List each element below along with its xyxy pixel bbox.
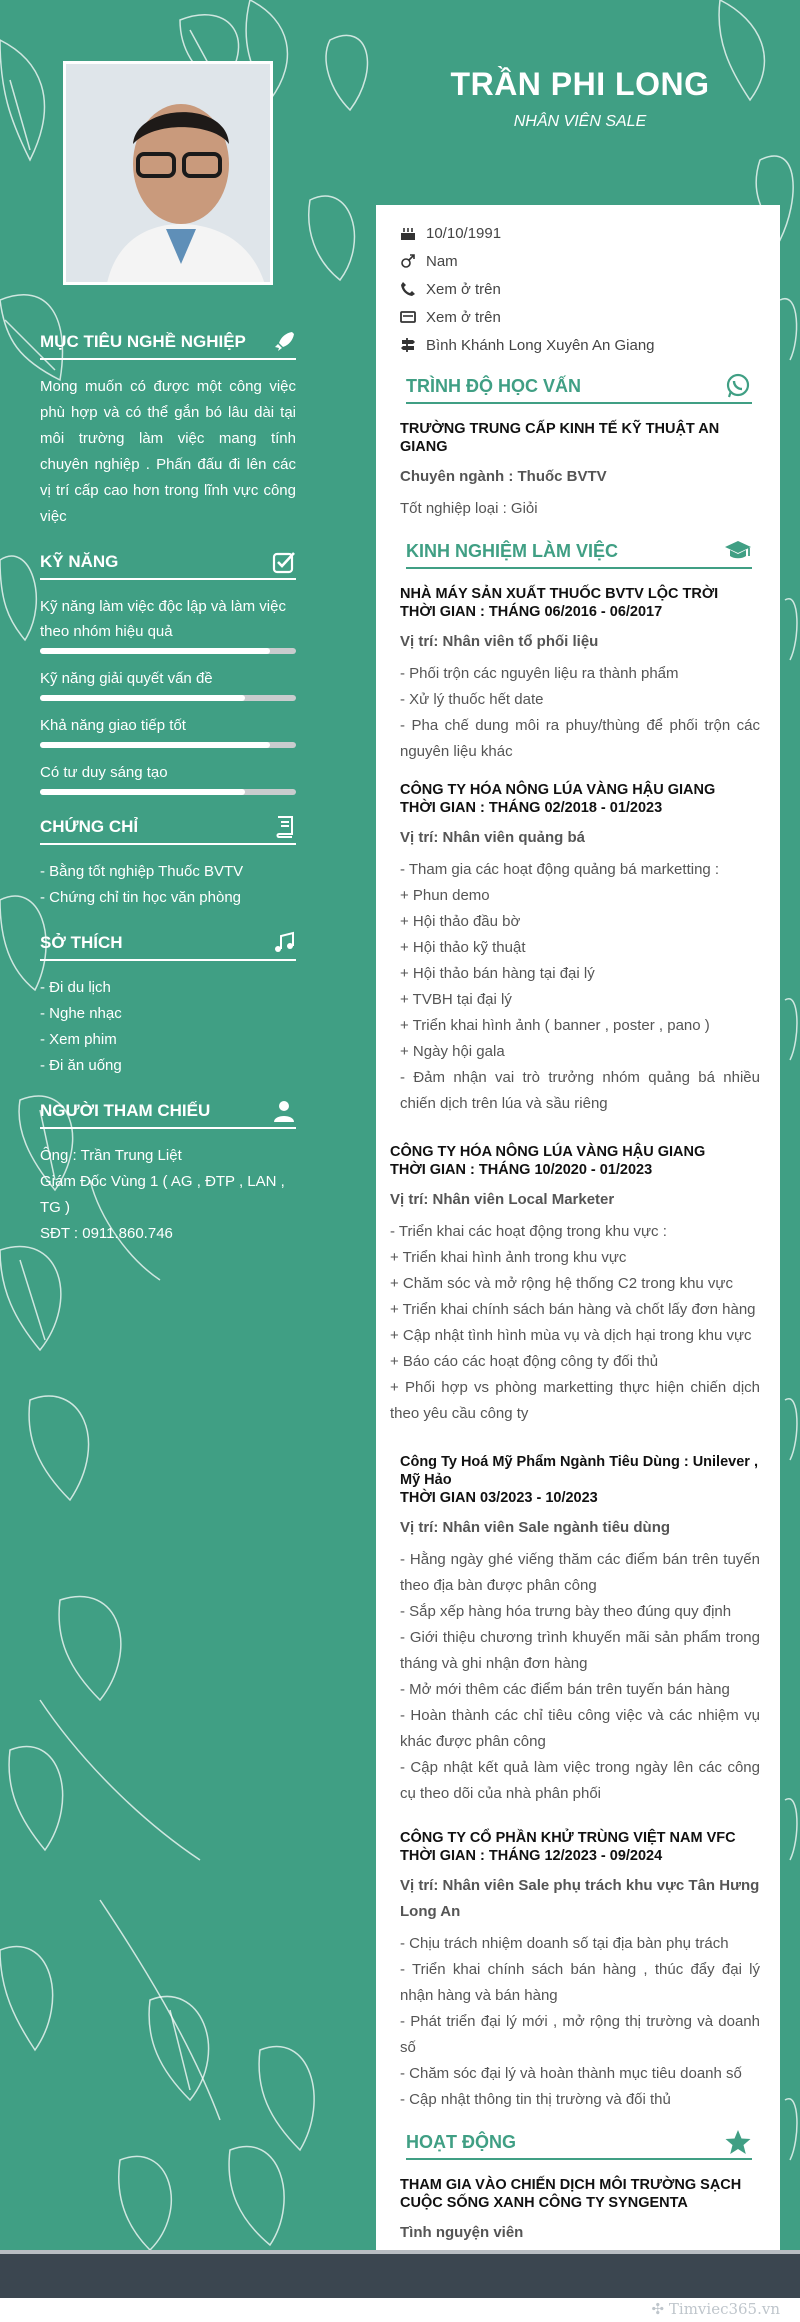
job-duty: + Hội thảo kỹ thuật [400, 939, 526, 956]
job-duty: + Phối hợp vs phòng marketting thực hiện chiến dịch theo yêu cầu công ty [390, 1379, 760, 1422]
job-duties [400, 1931, 760, 2113]
skill-bar-fill [40, 742, 270, 748]
person-icon [272, 1099, 296, 1123]
job-duty: - Mở mới thêm các điểm bán trên tuyến bán hàng [400, 1681, 730, 1698]
certificate-item: - Bằng tốt nghiệp Thuốc BVTV [40, 863, 244, 880]
profile-photo [63, 61, 273, 285]
rocket-icon [272, 330, 296, 354]
activities-title: HOẠT ĐỘNG [406, 2131, 516, 2152]
job-duties [390, 1219, 760, 1427]
birthday-row [400, 219, 760, 247]
cake-icon [400, 225, 416, 241]
certificate-item: - Chứng chỉ tin học văn phòng [40, 889, 241, 906]
job-duty: - Đảm nhận vai trò trưởng nhóm quảng bá nhiều chiến dịch trên lúa và sầu riêng [400, 1069, 760, 1112]
objective-text: Mong muốn có được một công việc phù hợp và có thể gắn bó lâu dài tại môi trường làm việc mang tính chuyên nghiệp . Phấn đấu đi lên các vị trí cấp cao hơn trong lĩnh vực công việc [40, 378, 296, 525]
skill-label: Có tư duy sáng tạo [40, 764, 168, 781]
email-value: Xem ở trên [426, 308, 501, 326]
job-entry [390, 1143, 760, 1427]
skill-item [40, 666, 296, 701]
job-position: Vị trí: Nhân viên Sale ngành tiêu dùng [400, 1519, 671, 1536]
activity-role: Tình nguyện viên [400, 2224, 524, 2241]
education-title: TRÌNH ĐỘ HỌC VẤN [406, 375, 581, 396]
experience-title: KINH NGHIỆM LÀM VIỆC [406, 540, 619, 561]
job-position: Vị trí: Nhân viên tổ phối liệu [400, 633, 599, 650]
job-company: NHÀ MÁY SẢN XUẤT THUỐC BVTV LỘC TRỜI [400, 586, 719, 602]
left-column [40, 330, 296, 1267]
job-duty: - Triển khai các hoạt động trong khu vực : [390, 1223, 667, 1240]
job-duty: + Chăm sóc và mở rộng hệ thống C2 trong khu vực [390, 1275, 733, 1292]
whatsapp-icon [724, 373, 752, 399]
signpost-icon [400, 337, 416, 353]
job-duty: + Triển khai hình ảnh trong khu vực [390, 1249, 627, 1266]
reference-line: Ông : Trần Trung Liệt [40, 1147, 182, 1164]
hobbies-title: SỞ THÍCH [40, 933, 123, 952]
phone-icon [400, 281, 416, 297]
skill-bar-fill [40, 648, 270, 654]
skill-bar [40, 742, 296, 748]
activities-header [406, 2129, 752, 2160]
address-value: Bình Khánh Long Xuyên An Giang [426, 336, 655, 354]
references-header [40, 1099, 296, 1129]
job-duty: + Cập nhật tình hình mùa vụ và dịch hại trong khu vực [390, 1327, 752, 1344]
job-company: CÔNG TY HÓA NÔNG LÚA VÀNG HẬU GIANG [390, 1144, 706, 1160]
skill-item [40, 594, 296, 654]
skill-bar [40, 695, 296, 701]
job-duty: + Hội thảo đầu bờ [400, 913, 521, 930]
job-entry [400, 781, 760, 1117]
activity-name: THAM GIA VÀO CHIẾN DỊCH MÔI TRƯỜNG SẠCH CUỘC SỐNG XANH CÔNG TY SYNGENTA [400, 2177, 742, 2211]
star-icon [724, 2129, 752, 2155]
address-row [400, 331, 760, 359]
reference-line: SĐT : 0911.860.746 [40, 1225, 173, 1242]
phone-row [400, 275, 760, 303]
job-duty: + Triển khai chính sách bán hàng và chốt lấy đơn hàng [390, 1301, 756, 1318]
hobby-item: - Nghe nhạc [40, 1005, 122, 1022]
job-duty: + Triển khai hình ảnh ( banner , poster , pano ) [400, 1017, 710, 1034]
job-duty: - Xử lý thuốc hết date [400, 691, 544, 708]
skills-title: KỸ NĂNG [40, 552, 119, 571]
job-duties [400, 1547, 760, 1807]
job-position: Vị trí: Nhân viên Sale phụ trách khu vực Tân Hưng Long An [400, 1877, 760, 1920]
certificates-section [40, 815, 296, 911]
activity-entry [400, 2176, 760, 2246]
school-name: TRƯỜNG TRUNG CẤP KINH TẾ KỸ THUẬT AN GIANG [400, 421, 720, 455]
job-duty: - Sắp xếp hàng hóa trưng bày theo đúng quy định [400, 1603, 732, 1620]
reference-line: Giám Đốc Vùng 1 ( AG , ĐTP , LAN , TG ) [40, 1173, 285, 1216]
job-duty: - Giới thiệu chương trình khuyến mãi sản phẩm trong tháng và ghi nhận đơn hàng [400, 1629, 760, 1672]
objective-header [40, 330, 296, 360]
objective-title: MỤC TIÊU NGHỀ NGHIỆP [40, 332, 246, 351]
skill-label: Kỹ năng giải quyết vấn đề [40, 670, 213, 687]
birthday-value: 10/10/1991 [426, 224, 502, 242]
job-period: THỜI GIAN : THÁNG 06/2016 - 06/2017 [400, 604, 663, 620]
certificates-title: CHỨNG CHỈ [40, 817, 139, 836]
job-period: THỜI GIAN : THÁNG 02/2018 - 01/2023 [400, 800, 663, 816]
gender-value: Nam [426, 252, 458, 270]
job-duty: - Pha chế dung môi ra phuy/thùng để phối trộn các nguyên liệu khác [400, 717, 760, 760]
job-duties [400, 661, 760, 765]
candidate-role: NHÂN VIÊN SALE [513, 113, 647, 130]
book-icon [272, 815, 296, 839]
job-duty: - Chịu trách nhiệm doanh số tại địa bàn phụ trách [400, 1935, 729, 1952]
job-entry [400, 1453, 760, 1807]
job-duty: - Hằng ngày ghé viếng thăm các điểm bán trên tuyến theo địa bàn được phân công [400, 1551, 760, 1594]
gender-icon [400, 253, 416, 269]
job-duty: - Hoàn thành các chỉ tiêu công việc và các nhiệm vụ khác được phân công [400, 1707, 760, 1750]
skill-item [40, 713, 296, 748]
hobby-item: - Đi ăn uống [40, 1057, 122, 1074]
watermark-text: Timviec365.vn [668, 2300, 780, 2318]
skill-item [40, 760, 296, 795]
job-duty: - Phát triển đại lý mới , mở rộng thị trường và doanh số [400, 2013, 760, 2056]
job-duty: - Cập nhật thông tin thị trường và đối thủ [400, 2091, 671, 2108]
job-entry [400, 1829, 760, 2113]
objective-section [40, 330, 296, 530]
job-duty: + Báo cáo các hoạt động công ty đối thủ [390, 1353, 659, 1370]
skill-label: Khả năng giao tiếp tốt [40, 717, 186, 734]
skill-bar [40, 789, 296, 795]
education-entry [400, 420, 760, 522]
hobbies-header [40, 931, 296, 961]
job-duty: + Hội thảo bán hàng tại đại lý [400, 965, 595, 982]
watermark: ✣ Timviec365.vn [651, 2300, 780, 2318]
hobbies-section [40, 931, 296, 1079]
skill-bar-fill [40, 789, 245, 795]
references-title: NGƯỜI THAM CHIẾU [40, 1101, 211, 1120]
job-duty: - Chăm sóc đại lý và hoàn thành mục tiêu doanh số [400, 2065, 742, 2082]
education-header [406, 373, 752, 404]
skill-bar-fill [40, 695, 245, 701]
candidate-name: TRẦN PHI LONG [450, 66, 710, 102]
references-section [40, 1099, 296, 1247]
job-duty: + Phun demo [400, 887, 490, 904]
job-duty: - Tham gia các hoạt động quảng bá marketting : [400, 861, 720, 878]
right-column [376, 205, 780, 2250]
graduation-cap-icon [724, 538, 752, 564]
experience-header [406, 538, 752, 569]
job-duty: - Triển khai chính sách bán hàng , thúc đẩy đại lý nhận hàng và bán hàng [400, 1961, 760, 2004]
job-duty: - Phối trộn các nguyên liệu ra thành phẩm [400, 665, 679, 682]
job-period: THỜI GIAN : THÁNG 12/2023 - 09/2024 [400, 1848, 663, 1864]
job-company: Công Ty Hoá Mỹ Phẩm Ngành Tiêu Dùng : Unilever , Mỹ Hảo [400, 1454, 758, 1488]
email-row [400, 303, 760, 331]
job-duty: - Cập nhật kết quả làm việc trong ngày lên các công cụ theo dõi của nhà phân phối [400, 1759, 760, 1802]
job-position: Vị trí: Nhân viên quảng bá [400, 829, 586, 846]
job-duty: + TVBH tại đại lý [400, 991, 512, 1008]
hobby-item: - Đi du lịch [40, 979, 111, 996]
education-grade: Tốt nghiệp loại : Giỏi [400, 500, 538, 517]
education-major: Chuyên ngành : Thuốc BVTV [400, 468, 607, 485]
skills-header [40, 550, 296, 580]
hobby-item: - Xem phim [40, 1031, 117, 1048]
job-duties [400, 857, 760, 1117]
gender-row [400, 247, 760, 275]
job-company: CÔNG TY CỔ PHẦN KHỬ TRÙNG VIỆT NAM VFC [400, 1830, 736, 1846]
footer-bar [0, 2250, 800, 2298]
certificates-header [40, 815, 296, 845]
job-duty: + Ngày hội gala [400, 1043, 505, 1060]
phone-value: Xem ở trên [426, 280, 501, 298]
job-company: CÔNG TY HÓA NÔNG LÚA VÀNG HẬU GIANG [400, 782, 716, 798]
skills-section [40, 550, 296, 795]
email-icon [400, 309, 416, 325]
footer-divider [0, 2250, 800, 2254]
job-period: THỜI GIAN 03/2023 - 10/2023 [400, 1490, 598, 1506]
music-note-icon [272, 931, 296, 955]
skill-bar [40, 648, 296, 654]
checkbox-icon [272, 550, 296, 574]
job-period: THỜI GIAN : THÁNG 10/2020 - 01/2023 [390, 1162, 653, 1178]
job-entry [400, 585, 760, 765]
job-position: Vị trí: Nhân viên Local Marketer [390, 1191, 615, 1208]
skill-label: Kỹ năng làm việc độc lập và làm việc theo nhóm hiệu quả [40, 598, 286, 640]
